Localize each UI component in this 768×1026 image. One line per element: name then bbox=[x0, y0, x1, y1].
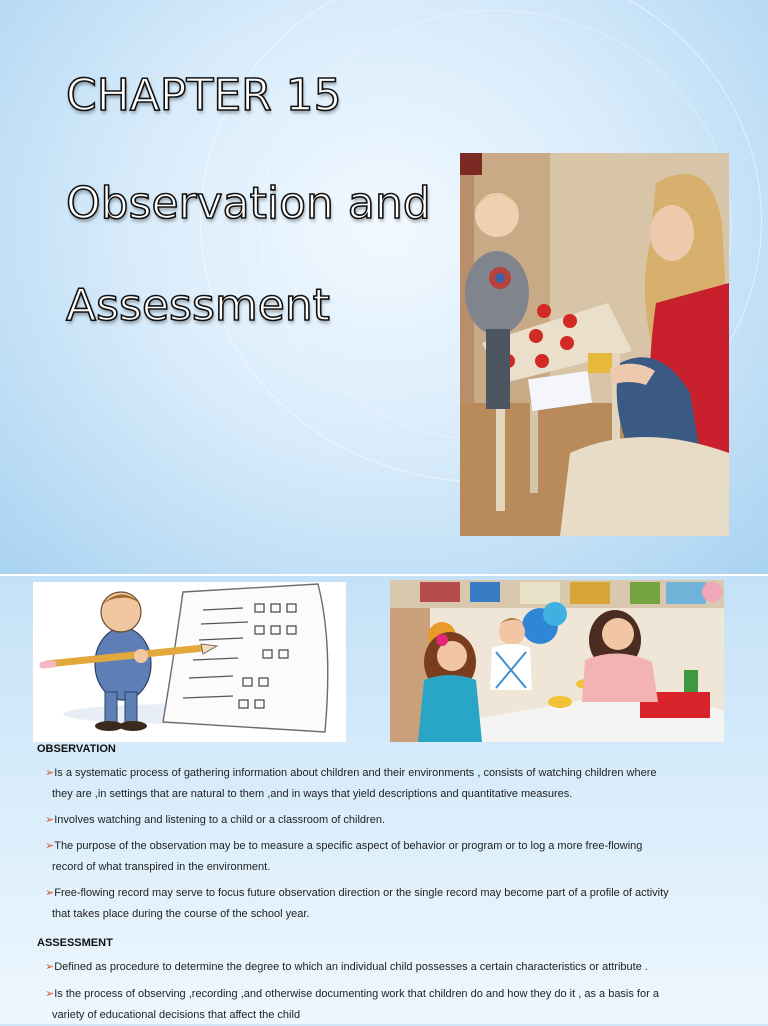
assessment-point bbox=[45, 957, 725, 978]
point-text: Is the process of observing ,recording ,and otherwise documenting work that children do and how they do it , as a basis for a bbox=[54, 988, 659, 1000]
right-arrow-bullet-icon: ➢ bbox=[45, 887, 55, 899]
right-arrow-bullet-icon: ➢ bbox=[45, 988, 55, 1000]
observation-point bbox=[45, 883, 725, 925]
observation-point bbox=[45, 763, 725, 805]
right-arrow-bullet-icon: ➢ bbox=[45, 961, 55, 973]
checklist-clipart bbox=[33, 582, 346, 742]
chapter-title: CHAPTER 15 bbox=[66, 70, 342, 121]
right-arrow-bullet-icon: ➢ bbox=[45, 840, 55, 852]
point-text: Is a systematic process of gathering information about children and their environments , consists of watching children where bbox=[54, 767, 657, 779]
assessment-heading: ASSESSMENT bbox=[37, 937, 113, 949]
title-line-observation: Observation and bbox=[66, 178, 431, 229]
point-text: Involves watching and listening to a child or a classroom of children. bbox=[54, 814, 386, 826]
assessment-point bbox=[45, 984, 725, 1026]
title-line-assessment: Assessment bbox=[66, 280, 330, 331]
point-continuation: that takes place during the course of the school year. bbox=[52, 908, 310, 920]
teacher-child-table-photo bbox=[460, 153, 729, 536]
right-arrow-bullet-icon: ➢ bbox=[45, 814, 55, 826]
observation-point bbox=[45, 836, 725, 878]
observation-point bbox=[45, 810, 725, 831]
right-arrow-bullet-icon: ➢ bbox=[45, 767, 55, 779]
point-text: Free-flowing record may serve to focus future observation direction or the single record may become part of a profile of activity bbox=[54, 887, 669, 899]
observation-heading: OBSERVATION bbox=[37, 743, 116, 755]
point-text: Defined as procedure to determine the degree to which an individual child possesses a certain characteristics or attribute . bbox=[54, 961, 648, 973]
point-text: The purpose of the observation may be to measure a specific aspect of behavior or program or to log a more free-flowing bbox=[54, 840, 643, 852]
children-painting-photo bbox=[390, 580, 724, 742]
point-continuation: they are ,in settings that are natural to them ,and in ways that yield descriptions and quantitative measures. bbox=[52, 788, 573, 800]
point-continuation: record of what transpired in the environment. bbox=[52, 861, 271, 873]
point-continuation: variety of educational decisions that affect the child bbox=[52, 1009, 301, 1021]
